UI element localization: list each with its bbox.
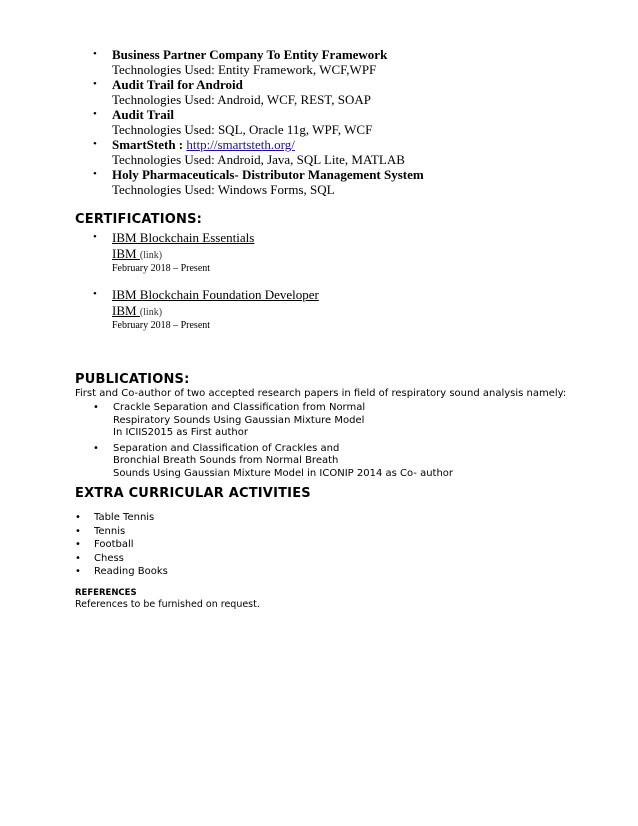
publications-list	[93, 402, 453, 480]
bullet-icon: •	[93, 48, 97, 60]
activity-item	[75, 565, 168, 579]
certification-issuer[interactable]: IBM	[112, 303, 140, 318]
project-item	[93, 137, 424, 167]
project-item	[93, 167, 424, 197]
project-title: Audit Trail for Android	[112, 77, 243, 92]
publication-line: Respiratory Sounds Using Gaussian Mixture Model	[113, 414, 365, 426]
certification-date: February 2018 – Present	[112, 320, 211, 331]
certification-issuer-row	[112, 303, 162, 319]
bullet-icon: •	[75, 512, 81, 523]
bullet-icon: •	[93, 442, 99, 454]
publications-heading: PUBLICATIONS:	[75, 372, 190, 387]
publications-intro: First and Co-author of two accepted research papers in field of respiratory sound analysis namely:	[75, 388, 567, 399]
bullet-icon: •	[93, 288, 97, 300]
bullet-icon: •	[75, 566, 81, 577]
project-title: SmartSteth :	[112, 137, 187, 152]
project-title: Holy Pharmaceuticals- Distributor Management System	[112, 167, 424, 182]
activities-list	[75, 511, 168, 579]
certification-date: February 2018 – Present	[112, 263, 211, 274]
activity-label: Reading Books	[94, 566, 168, 577]
certification-title[interactable]: IBM Blockchain Essentials	[112, 230, 255, 245]
project-item	[93, 77, 424, 107]
publication-line: Bronchial Breath Sounds from Normal Breath	[113, 455, 339, 466]
bullet-icon: •	[93, 231, 97, 243]
project-title: Audit Trail	[112, 107, 175, 122]
project-technologies: Technologies Used: Windows Forms, SQL	[112, 182, 335, 197]
activity-item	[75, 552, 168, 566]
publication-line: In ICIIS2015 as First author	[113, 427, 248, 438]
references-heading: REFERENCES	[75, 588, 137, 598]
activity-item	[75, 511, 168, 525]
certifications-heading: CERTIFICATIONS:	[75, 212, 203, 227]
bullet-icon: •	[75, 539, 81, 550]
bullet-icon: •	[75, 525, 81, 537]
certification-link[interactable]: (link)	[139, 307, 163, 318]
bullet-icon: •	[93, 402, 99, 413]
bullet-icon: •	[93, 168, 97, 180]
activity-label: Football	[94, 539, 134, 550]
project-technologies: Technologies Used: Android, Java, SQL Lite, MATLAB	[112, 152, 405, 167]
project-item	[93, 107, 424, 137]
publication-item	[93, 402, 453, 440]
bullet-icon: •	[75, 552, 81, 564]
certification-title[interactable]: IBM Blockchain Foundation Developer	[112, 287, 319, 302]
activity-item	[75, 525, 168, 539]
extracurricular-heading: EXTRA CURRICULAR ACTIVITIES	[75, 486, 311, 501]
publication-item	[93, 443, 453, 481]
project-technologies: Technologies Used: SQL, Oracle 11g, WPF, WCF	[112, 122, 373, 137]
bullet-icon: •	[93, 138, 97, 150]
project-item	[93, 47, 424, 77]
activity-label: Table Tennis	[94, 512, 155, 523]
activity-label: Chess	[94, 552, 124, 564]
project-technologies: Technologies Used: Entity Framework, WCF,WPF	[112, 62, 377, 77]
publication-line: Separation and Classification of Crackles and	[113, 442, 340, 454]
bullet-icon: •	[93, 78, 97, 90]
certification-link[interactable]: (link)	[139, 250, 163, 261]
references-text: References to be furnished on request.	[75, 599, 260, 610]
project-title-row	[112, 137, 424, 152]
publication-line: Crackle Separation and Classification from Normal	[113, 402, 366, 413]
project-technologies: Technologies Used: Android, WCF, REST, SOAP	[112, 92, 372, 107]
certification-issuer[interactable]: IBM	[112, 246, 140, 261]
bullet-icon: •	[93, 108, 97, 120]
project-title: Business Partner Company To Entity Framework	[112, 47, 388, 62]
activity-item	[75, 538, 168, 552]
activity-label: Tennis	[94, 525, 126, 537]
publication-line: Sounds Using Gaussian Mixture Model in ICONIP 2014 as Co- author	[113, 467, 454, 479]
projects-list	[93, 47, 424, 197]
certification-issuer-row	[112, 246, 162, 262]
smartsteth-link[interactable]: http://smartsteth.org/	[186, 137, 295, 152]
